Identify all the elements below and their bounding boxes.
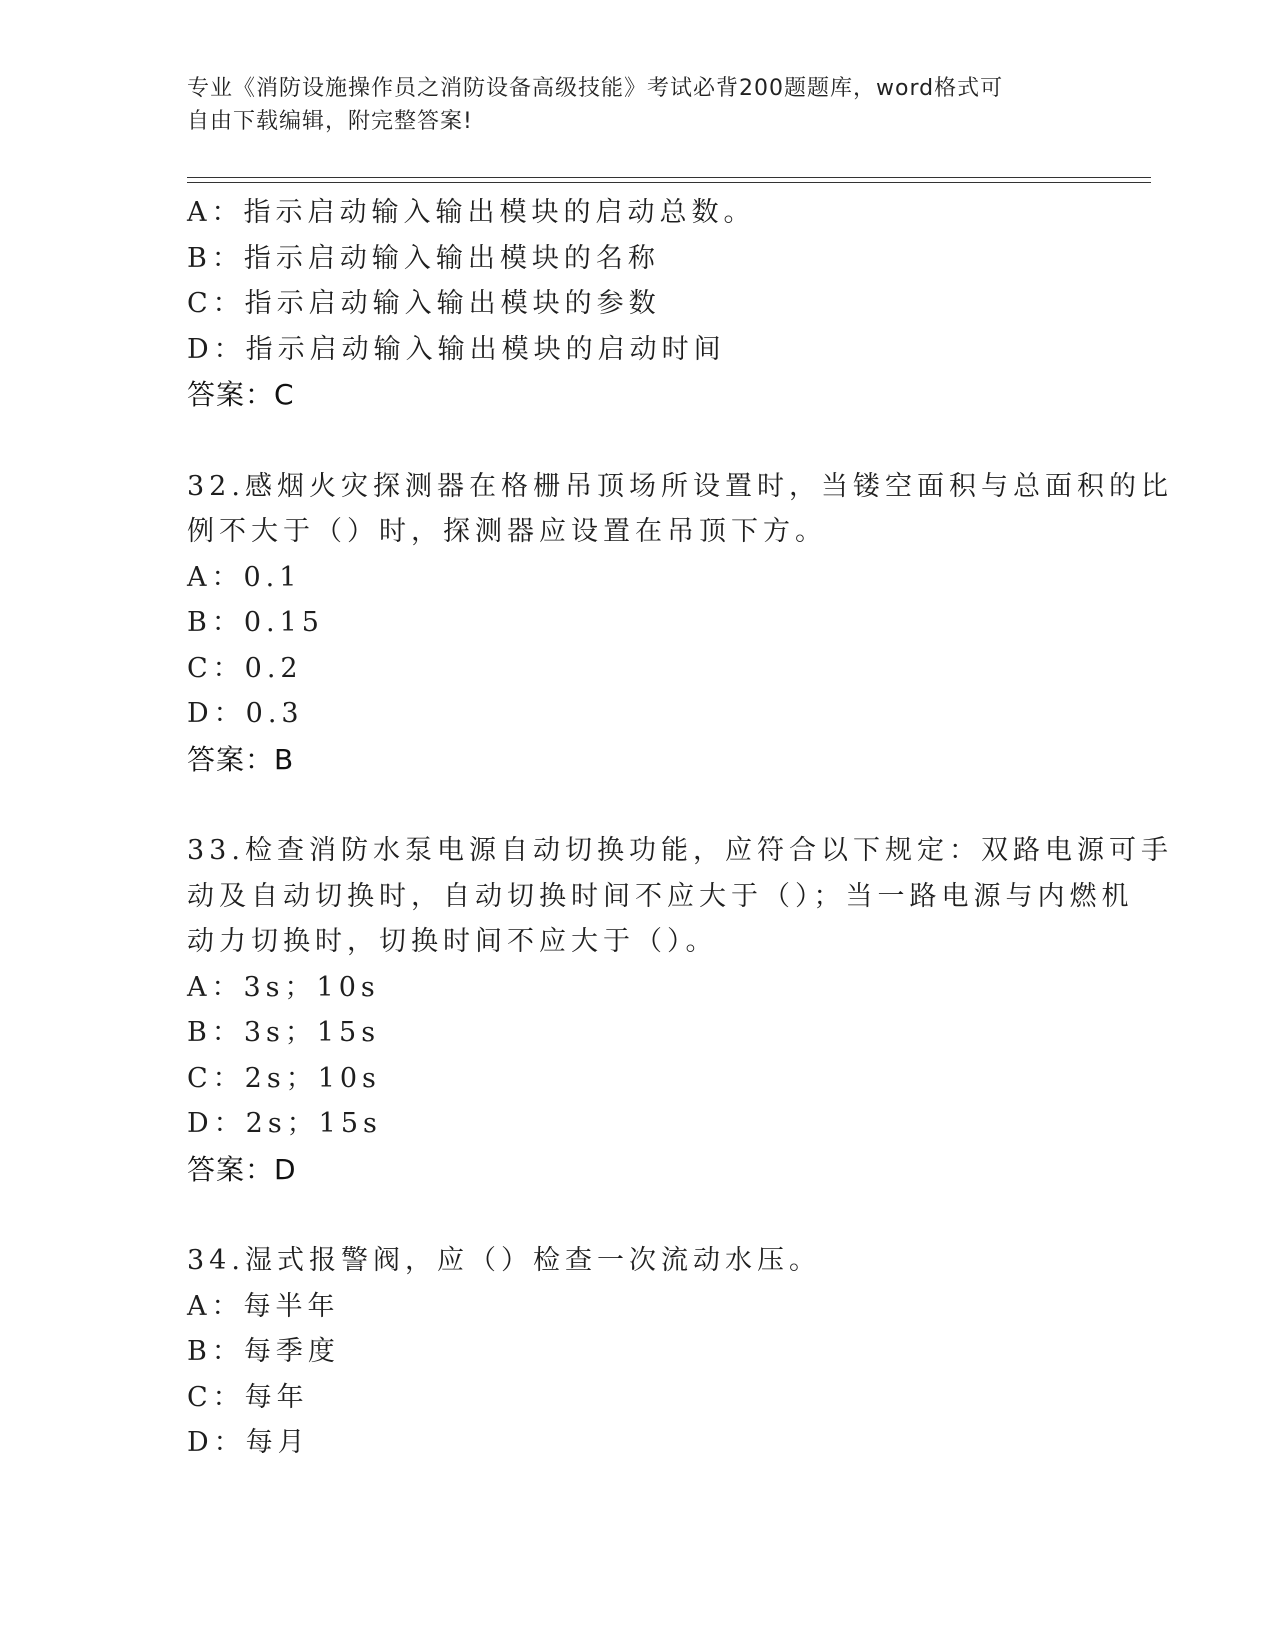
header-line-2: 自由下载编辑，附完整答案! [187, 109, 473, 134]
option-c: C：指示启动输入输出模块的参数 [187, 288, 661, 319]
stem-line: 动及自动切换时，自动切换时间不应大于（）；当一路电源与内燃机 [187, 880, 1134, 912]
question-stem [187, 464, 1173, 555]
option-a: A：每半年 [187, 1290, 340, 1322]
option-c: C：2s；10s [187, 1062, 381, 1094]
stem-line: 34.湿式报警阀，应（）检查一次流动水压。 [187, 1245, 821, 1276]
header-line-1: 专业《消防设施操作员之消防设备高级技能》考试必背200题题库，word格式可 [187, 76, 1004, 101]
answer-line: 答案：C [187, 378, 295, 411]
option-d: D：0.3 [187, 698, 304, 729]
answer-line: 答案：D [187, 1152, 297, 1186]
option-c: C：每年 [187, 1381, 309, 1413]
option-b: B：指示启动输入输出模块的名称 [187, 242, 660, 274]
question-content [187, 190, 1173, 1466]
option-b: B：3s；15s [187, 1017, 381, 1048]
option-b: B：每季度 [187, 1336, 340, 1367]
option-d: D：指示启动输入输出模块的启动时间 [187, 333, 726, 365]
option-d: D：2s；15s [187, 1108, 382, 1139]
option-b: B：0.15 [187, 607, 324, 638]
stem-line: 32.感烟火灾探测器在格栅吊顶场所设置时，当镂空面积与总面积的比 [187, 470, 1173, 502]
header-rule-bottom [187, 182, 1151, 183]
option-a: A：0.1 [187, 561, 302, 593]
spacer [187, 1192, 1087, 1238]
spacer [187, 418, 1087, 464]
option-a: A：指示启动输入输出模块的启动总数。 [187, 197, 756, 228]
spacer [187, 782, 1087, 828]
stem-line: 33.检查消防水泵电源自动切换功能，应符合以下规定：双路电源可手 [187, 835, 1173, 866]
question-stem [187, 828, 1173, 965]
question-block-34 [187, 1238, 1087, 1466]
stem-line: 动力切换时，切换时间不应大于（）。 [187, 926, 718, 957]
question-block-31 [187, 190, 1087, 418]
question-block-33 [187, 828, 1173, 1192]
answer-line: 答案：B [187, 742, 295, 776]
question-block-32 [187, 464, 1173, 783]
document-header [187, 72, 1067, 138]
option-d: D：每月 [187, 1427, 310, 1458]
header-rule-top [187, 177, 1151, 178]
stem-line: 例不大于（）时，探测器应设置在吊顶下方。 [187, 516, 827, 547]
question-stem [187, 1238, 1087, 1284]
option-c: C：0.2 [187, 652, 303, 684]
option-a: A：3s；10s [187, 971, 380, 1003]
